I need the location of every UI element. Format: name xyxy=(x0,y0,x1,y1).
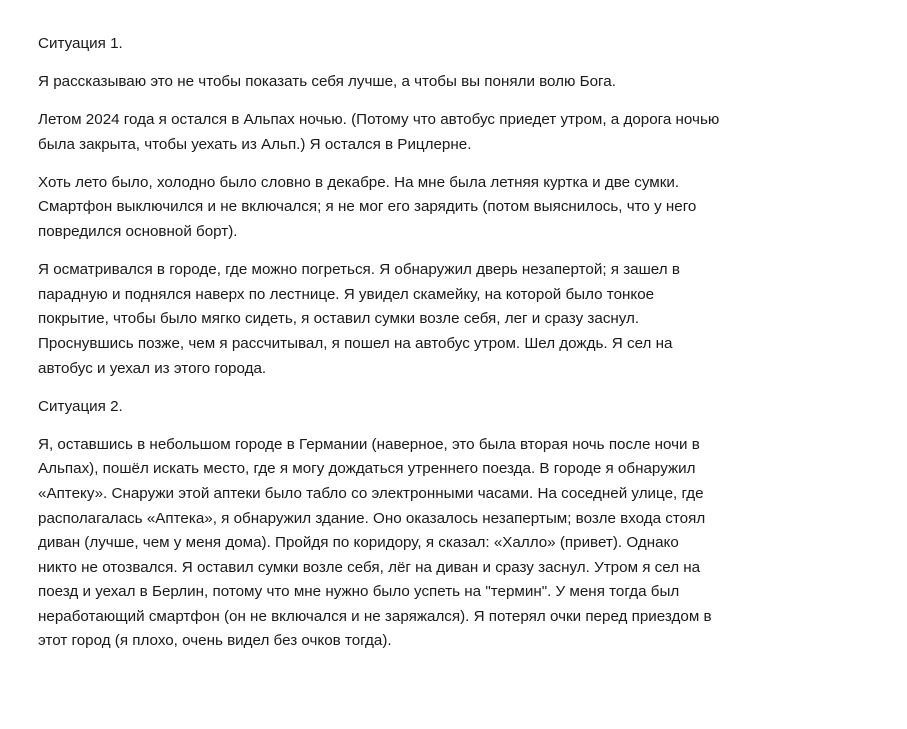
text-line: Летом 2024 года я остался в Альпах ночью. (Потому что автобус приедет утром, а дорога ночью xyxy=(38,111,720,129)
text-line: Альпах), пошёл искать место, где я могу дождаться утреннего поезда. В городе я обнаружил xyxy=(38,460,696,478)
text-line: покрытие, чтобы было мягко сидеть, я оставил сумки возле себя, лег и сразу заснул. xyxy=(38,310,640,328)
text-line: Я, оставшись в небольшом городе в Германии (наверное, это была вторая ночь после ночи в xyxy=(38,435,700,453)
text-line: Проснувшись позже, чем я рассчитывал, я пошел на автобус утром. Шел дождь. Я сел на xyxy=(38,334,673,352)
text-line: Смартфон выключился и не включался; я не мог его зарядить (потом выяснилось, что у него xyxy=(38,198,697,216)
paragraph xyxy=(38,395,719,420)
text-line: поезд и уехал в Берлин, потому что мне нужно было успеть на "термин". У меня тогда был xyxy=(38,583,680,601)
text-line: неработающий смартфон (он не включался и не заряжался). Я потерял очки перед приездом в xyxy=(38,607,712,625)
paragraph xyxy=(38,108,719,157)
paragraph xyxy=(38,258,719,381)
text-line: Ситуация 2. xyxy=(38,397,123,415)
document-body xyxy=(38,32,719,668)
text-line: никто не отозвался. Я оставил сумки возле себя, лёг на диван и сразу заснул. Утром я сел на xyxy=(38,558,701,576)
text-line: повредился основной борт). xyxy=(38,223,238,241)
text-line: Я осматривался в городе, где можно погреться. Я обнаружил дверь незапертой; я зашел в xyxy=(38,261,680,279)
text-line: парадную и поднялся наверх по лестнице. Я увидел скамейку, на которой было тонкое xyxy=(38,285,655,303)
text-line: диван (лучше, чем у меня дома). Пройдя по коридору, я сказал: «Халло» (привет). Однако xyxy=(38,534,679,552)
text-line: Я рассказываю это не чтобы показать себя лучше, а чтобы вы поняли волю Бога. xyxy=(38,73,616,91)
text-line: «Аптеку». Снаружи этой аптеки было табло со электронными часами. На соседней улице, где xyxy=(38,484,704,502)
text-line: этот город (я плохо, очень видел без очков тогда). xyxy=(38,632,392,650)
paragraph xyxy=(38,70,719,95)
text-line: была закрыта, чтобы уехать из Альп.) Я остался в Рицлерне. xyxy=(38,135,472,153)
paragraph xyxy=(38,32,719,57)
text-line: Ситуация 1. xyxy=(38,35,123,52)
paragraph xyxy=(38,171,719,245)
paragraph xyxy=(38,433,719,654)
text-line: располагалась «Аптека», я обнаружил здание. Оно оказалось незапертым; возле входа стоял xyxy=(38,509,706,527)
text-line: автобус и уехал из этого города. xyxy=(38,359,267,377)
text-line: Хоть лето было, холодно было словно в декабре. На мне была летняя куртка и две сумки. xyxy=(38,173,680,191)
